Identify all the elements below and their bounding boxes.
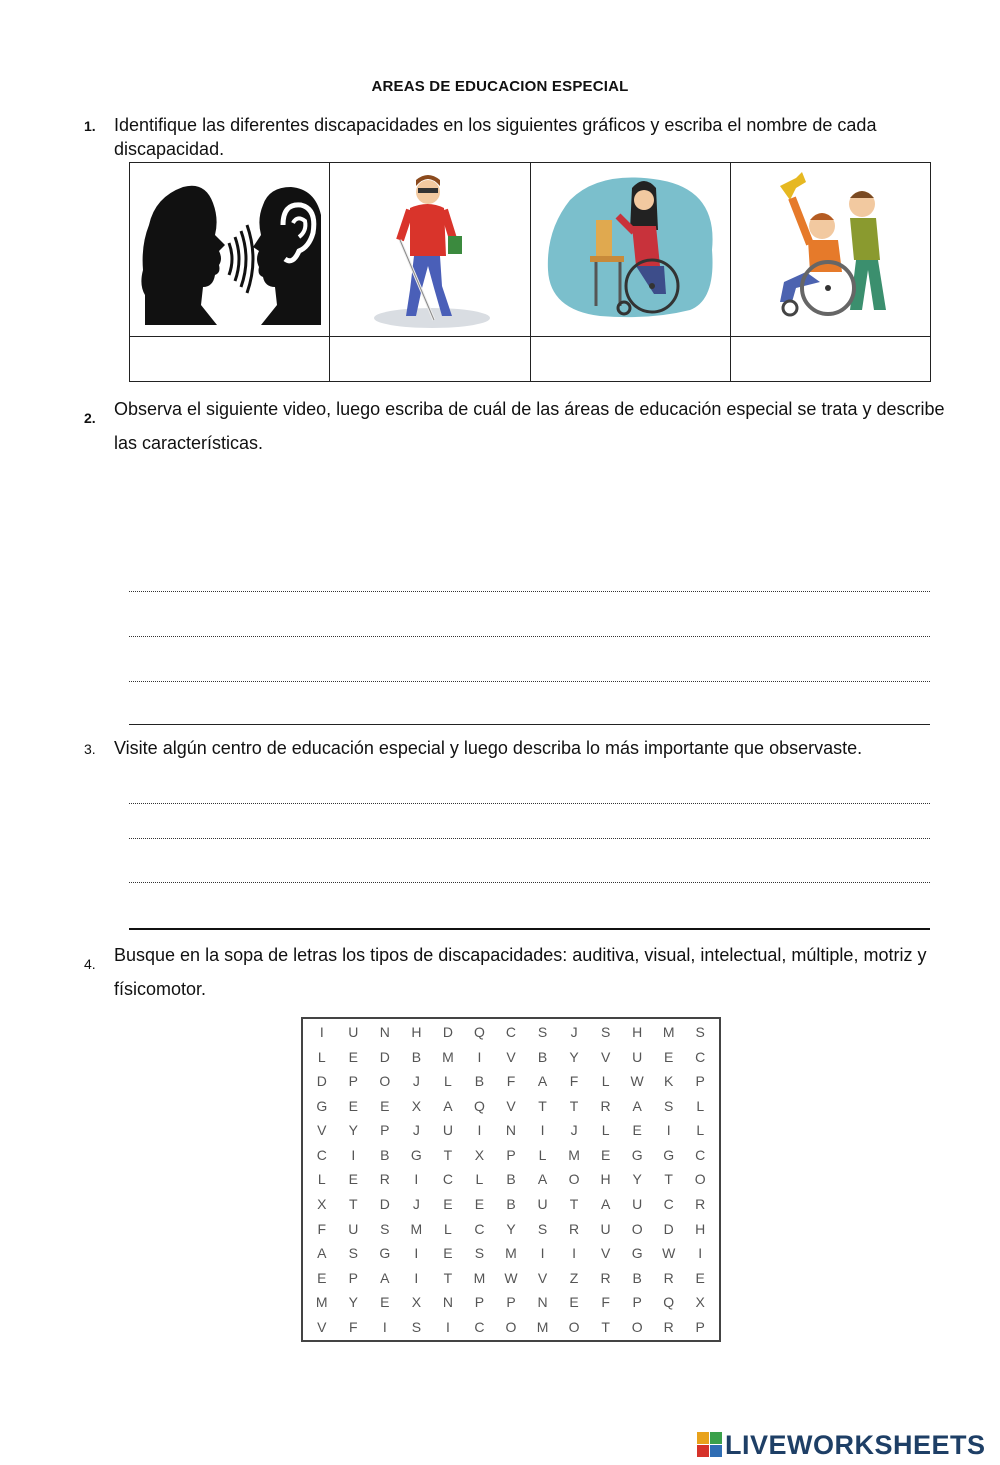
- word-search-grid: [303, 1019, 719, 1340]
- word-search-cell[interactable]: P: [506, 1146, 516, 1163]
- word-search-cell[interactable]: D: [316, 1073, 327, 1090]
- word-search-cell[interactable]: U: [348, 1220, 359, 1237]
- disability-images-table: [129, 162, 931, 382]
- word-search-cell[interactable]: E: [443, 1196, 453, 1213]
- word-search-cell[interactable]: R: [663, 1269, 674, 1286]
- word-search: [301, 1017, 721, 1342]
- word-search-cell[interactable]: B: [537, 1048, 548, 1065]
- word-search-cell[interactable]: F: [601, 1294, 610, 1311]
- question-text: Identifique las diferentes discapacidades en los siguientes gráficos y escriba el nombre de cada discapacidad.: [114, 115, 877, 159]
- word-search-cell[interactable]: T: [569, 1196, 579, 1213]
- word-search-cell[interactable]: S: [695, 1024, 705, 1041]
- word-search-cell[interactable]: G: [631, 1245, 643, 1262]
- word-search-cell[interactable]: G: [316, 1097, 328, 1114]
- word-search-cell[interactable]: L: [317, 1048, 326, 1065]
- word-search-cell[interactable]: E: [664, 1048, 674, 1065]
- word-search-cell[interactable]: L: [444, 1220, 452, 1237]
- word-search-cell[interactable]: N: [379, 1024, 390, 1041]
- word-search-cell[interactable]: C: [442, 1171, 453, 1188]
- word-search-cell[interactable]: E: [632, 1122, 642, 1139]
- word-search-cell[interactable]: R: [569, 1220, 580, 1237]
- word-search-cell[interactable]: V: [317, 1318, 327, 1335]
- word-search-cell[interactable]: S: [600, 1024, 611, 1041]
- word-search-cell[interactable]: X: [411, 1294, 422, 1311]
- word-search-cell[interactable]: S: [348, 1245, 358, 1262]
- word-search-cell[interactable]: V: [600, 1245, 611, 1262]
- word-search-cell[interactable]: Y: [506, 1220, 516, 1237]
- question-text: Busque en la sopa de letras los tipos de discapacidades: auditiva, visual, intelectual, múltiple, motriz y físicomotor.: [114, 945, 927, 999]
- word-search-cell[interactable]: L: [696, 1097, 705, 1114]
- word-search-cell[interactable]: J: [412, 1073, 420, 1090]
- word-search-cell[interactable]: C: [505, 1024, 517, 1041]
- word-search-cell[interactable]: K: [664, 1073, 674, 1090]
- word-search-cell[interactable]: X: [474, 1146, 485, 1163]
- word-search-cell[interactable]: M: [568, 1146, 580, 1163]
- word-search-cell[interactable]: S: [664, 1097, 674, 1114]
- word-search-cell[interactable]: X: [317, 1196, 327, 1213]
- word-search-cell[interactable]: M: [410, 1220, 423, 1237]
- word-search-cell[interactable]: P: [348, 1073, 358, 1090]
- word-search-cell[interactable]: F: [506, 1073, 516, 1090]
- word-search-cell[interactable]: Y: [348, 1294, 358, 1311]
- word-search-cell[interactable]: C: [474, 1318, 485, 1335]
- word-search-cell[interactable]: O: [631, 1220, 643, 1237]
- question-text: Observa el siguiente video, luego escriba de cuál de las áreas de educación especial se trata y describe las características.: [114, 399, 945, 453]
- word-search-cell[interactable]: I: [414, 1245, 419, 1262]
- question-2: [84, 392, 950, 460]
- word-search-cell[interactable]: O: [568, 1318, 580, 1335]
- word-search-cell[interactable]: B: [474, 1073, 485, 1090]
- visual-disability-icon: [370, 170, 490, 330]
- word-search-cell[interactable]: G: [410, 1146, 422, 1163]
- word-search-cell[interactable]: E: [443, 1245, 453, 1262]
- word-search-cell[interactable]: L: [538, 1146, 547, 1163]
- word-search-cell[interactable]: A: [537, 1073, 548, 1090]
- word-search-cell[interactable]: M: [536, 1318, 549, 1335]
- word-search-cell[interactable]: Y: [569, 1048, 579, 1065]
- logo-square: [697, 1445, 709, 1457]
- word-search-cell[interactable]: X: [411, 1097, 422, 1114]
- word-search-cell[interactable]: B: [506, 1171, 516, 1188]
- word-search-cell[interactable]: Q: [474, 1024, 485, 1041]
- word-search-cell[interactable]: V: [317, 1122, 327, 1139]
- word-search-cell[interactable]: B: [506, 1196, 516, 1213]
- word-search-cell[interactable]: I: [414, 1171, 419, 1188]
- question-number: 2.: [84, 410, 96, 426]
- word-search-cell[interactable]: G: [663, 1146, 675, 1163]
- word-search-cell[interactable]: E: [317, 1269, 327, 1286]
- answer-line[interactable]: [129, 838, 930, 839]
- word-search-cell[interactable]: R: [695, 1196, 706, 1213]
- question-1: [84, 113, 950, 161]
- brand-name: LIVEWORKSHEETS: [725, 1429, 986, 1460]
- word-search-cell[interactable]: Y: [348, 1122, 358, 1139]
- answer-cell-1[interactable]: [130, 337, 330, 382]
- word-search-cell[interactable]: P: [695, 1318, 705, 1335]
- image-cell-3: [530, 163, 730, 337]
- word-search-cell[interactable]: C: [316, 1146, 327, 1163]
- answer-line[interactable]: [129, 681, 930, 682]
- logo-square: [710, 1432, 722, 1444]
- word-search-cell[interactable]: P: [695, 1073, 705, 1090]
- word-search-cell[interactable]: D: [442, 1024, 453, 1041]
- word-search-cell[interactable]: U: [537, 1196, 548, 1213]
- word-search-cell[interactable]: I: [540, 1245, 545, 1262]
- word-search-cell[interactable]: C: [474, 1220, 485, 1237]
- word-search-cell[interactable]: S: [380, 1220, 390, 1237]
- word-search-cell[interactable]: I: [414, 1269, 419, 1286]
- question-number: 1.: [84, 118, 96, 134]
- word-search-cell[interactable]: H: [411, 1024, 422, 1041]
- answer-line[interactable]: [129, 803, 930, 804]
- word-search-cell[interactable]: N: [505, 1122, 517, 1139]
- word-search-cell[interactable]: G: [631, 1146, 643, 1163]
- answer-line[interactable]: [129, 591, 930, 592]
- word-search-cell[interactable]: A: [317, 1245, 327, 1262]
- word-search-cell[interactable]: F: [349, 1318, 358, 1335]
- word-search-cell[interactable]: M: [505, 1245, 517, 1262]
- word-search-cell[interactable]: T: [349, 1196, 358, 1213]
- liveworksheets-brand: [697, 1430, 986, 1460]
- word-search-cell[interactable]: T: [443, 1146, 453, 1163]
- word-search-cell[interactable]: D: [379, 1196, 390, 1213]
- word-search-cell[interactable]: I: [477, 1048, 482, 1065]
- question-3: [84, 736, 950, 760]
- word-search-cell[interactable]: I: [698, 1245, 703, 1262]
- word-search-cell[interactable]: T: [601, 1318, 610, 1335]
- word-search-cell[interactable]: P: [348, 1269, 358, 1286]
- word-search-cell[interactable]: P: [632, 1294, 642, 1311]
- word-search-cell[interactable]: E: [600, 1146, 611, 1163]
- question-4: [84, 938, 950, 1006]
- word-search-cell[interactable]: R: [600, 1097, 611, 1114]
- word-search-cell[interactable]: H: [632, 1024, 643, 1041]
- word-search-cell[interactable]: I: [319, 1024, 324, 1041]
- wheelchair-user-icon: [540, 170, 720, 330]
- word-search-cell[interactable]: F: [317, 1220, 327, 1237]
- question-text: Visite algún centro de educación especial y luego describa lo más importante que observaste.: [114, 738, 863, 758]
- question-number: 3.: [84, 741, 96, 757]
- word-search-cell[interactable]: A: [537, 1171, 548, 1188]
- word-search-cell[interactable]: J: [570, 1024, 578, 1041]
- word-search-cell[interactable]: Y: [632, 1171, 642, 1188]
- word-search-cell[interactable]: E: [348, 1048, 358, 1065]
- word-search-cell[interactable]: O: [631, 1318, 643, 1335]
- word-search-cell[interactable]: Q: [663, 1294, 675, 1311]
- logo-square: [697, 1432, 709, 1444]
- word-search-cell[interactable]: J: [412, 1196, 420, 1213]
- word-search-cell[interactable]: P: [474, 1294, 485, 1311]
- word-search-cell[interactable]: U: [600, 1220, 611, 1237]
- word-search-cell[interactable]: O: [694, 1171, 706, 1188]
- word-search-cell[interactable]: B: [411, 1048, 422, 1065]
- word-search-cell[interactable]: W: [504, 1269, 518, 1286]
- word-search-cell[interactable]: C: [695, 1048, 706, 1065]
- word-search-cell[interactable]: H: [600, 1171, 611, 1188]
- word-search-cell[interactable]: G: [379, 1245, 391, 1262]
- word-search-cell[interactable]: O: [505, 1318, 517, 1335]
- word-search-cell[interactable]: M: [442, 1048, 454, 1065]
- liveworksheets-logo-icon: [697, 1432, 723, 1458]
- word-search-cell[interactable]: E: [380, 1097, 390, 1114]
- word-search-cell[interactable]: W: [662, 1245, 676, 1262]
- word-search-cell[interactable]: L: [601, 1073, 610, 1090]
- word-search-cell[interactable]: I: [351, 1146, 356, 1163]
- word-search-cell[interactable]: E: [569, 1294, 579, 1311]
- answer-cell-2[interactable]: [330, 337, 530, 382]
- word-search-cell[interactable]: S: [537, 1024, 548, 1041]
- word-search-cell[interactable]: H: [695, 1220, 706, 1237]
- word-search-cell[interactable]: N: [537, 1294, 548, 1311]
- answer-line[interactable]: [129, 928, 930, 930]
- word-search-cell[interactable]: N: [442, 1294, 453, 1311]
- word-search-cell[interactable]: S: [411, 1318, 422, 1335]
- word-search-cell[interactable]: T: [569, 1097, 579, 1114]
- image-cell-2: [330, 163, 530, 337]
- answer-cell-4[interactable]: [730, 337, 930, 382]
- word-search-cell[interactable]: S: [537, 1220, 548, 1237]
- word-search-cell[interactable]: O: [379, 1073, 391, 1090]
- word-search-cell[interactable]: U: [632, 1196, 643, 1213]
- word-search-cell[interactable]: J: [570, 1122, 578, 1139]
- word-search-cell[interactable]: Z: [569, 1269, 579, 1286]
- word-search-cell[interactable]: A: [600, 1196, 611, 1213]
- word-search-cell[interactable]: R: [379, 1171, 390, 1188]
- word-search-cell[interactable]: X: [695, 1294, 705, 1311]
- word-search-cell[interactable]: E: [348, 1171, 358, 1188]
- word-search-cell[interactable]: V: [506, 1097, 516, 1114]
- word-search-cell[interactable]: R: [663, 1318, 674, 1335]
- word-search-cell[interactable]: T: [538, 1097, 547, 1114]
- word-search-cell[interactable]: M: [473, 1269, 486, 1286]
- word-search-cell[interactable]: I: [445, 1318, 450, 1335]
- word-search-cell[interactable]: U: [348, 1024, 359, 1041]
- word-search-cell[interactable]: I: [382, 1318, 387, 1335]
- word-search-cell[interactable]: R: [600, 1269, 611, 1286]
- word-search-cell[interactable]: W: [630, 1073, 644, 1090]
- page-title: AREAS DE EDUCACION ESPECIAL: [371, 78, 629, 95]
- logo-square: [710, 1445, 722, 1457]
- word-search-cell[interactable]: L: [444, 1073, 452, 1090]
- answer-line[interactable]: [129, 882, 930, 883]
- word-search-cell[interactable]: I: [572, 1245, 577, 1262]
- word-search-cell[interactable]: I: [666, 1122, 671, 1139]
- word-search-cell[interactable]: I: [540, 1122, 545, 1139]
- word-search-cell[interactable]: M: [662, 1024, 675, 1041]
- word-search-cell[interactable]: E: [348, 1097, 358, 1114]
- word-search-cell[interactable]: A: [632, 1097, 642, 1114]
- word-search-cell[interactable]: E: [695, 1269, 705, 1286]
- word-search-cell[interactable]: E: [474, 1196, 485, 1213]
- wheelchair-child-icon: [750, 170, 910, 330]
- question-number: 4.: [84, 956, 96, 972]
- word-search-cell[interactable]: T: [443, 1269, 453, 1286]
- hearing-disability-icon: [135, 175, 325, 325]
- word-search-cell[interactable]: V: [600, 1048, 611, 1065]
- word-search-cell[interactable]: C: [695, 1146, 706, 1163]
- word-search-cell[interactable]: A: [380, 1269, 390, 1286]
- word-search-cell[interactable]: B: [380, 1146, 390, 1163]
- word-search-cell[interactable]: L: [696, 1122, 705, 1139]
- word-search-cell[interactable]: U: [442, 1122, 453, 1139]
- word-search-cell[interactable]: V: [537, 1269, 548, 1286]
- word-search-cell[interactable]: U: [632, 1048, 643, 1065]
- word-search-cell[interactable]: M: [315, 1294, 328, 1311]
- answer-cell-3[interactable]: [530, 337, 730, 382]
- word-search-cell[interactable]: L: [601, 1122, 610, 1139]
- word-search-cell[interactable]: J: [412, 1122, 420, 1139]
- answer-line[interactable]: [129, 724, 930, 725]
- word-search-cell[interactable]: V: [506, 1048, 516, 1065]
- word-search-cell[interactable]: P: [380, 1122, 390, 1139]
- word-search-cell[interactable]: L: [475, 1171, 484, 1188]
- image-cell-4: [730, 163, 930, 337]
- word-search-cell[interactable]: S: [474, 1245, 485, 1262]
- word-search-cell[interactable]: O: [568, 1171, 580, 1188]
- word-search-cell[interactable]: F: [569, 1073, 579, 1090]
- word-search-cell[interactable]: B: [632, 1269, 642, 1286]
- word-search-cell[interactable]: L: [317, 1171, 326, 1188]
- word-search-cell[interactable]: E: [380, 1294, 390, 1311]
- word-search-cell[interactable]: C: [663, 1196, 674, 1213]
- word-search-cell[interactable]: D: [663, 1220, 674, 1237]
- word-search-cell[interactable]: T: [664, 1171, 673, 1188]
- word-search-cell[interactable]: A: [443, 1097, 453, 1114]
- word-search-cell[interactable]: D: [379, 1048, 390, 1065]
- word-search-cell[interactable]: I: [477, 1122, 482, 1139]
- image-cell-1: [130, 163, 330, 337]
- word-search-cell[interactable]: P: [506, 1294, 516, 1311]
- word-search-cell[interactable]: Q: [474, 1097, 485, 1114]
- answer-line[interactable]: [129, 636, 930, 637]
